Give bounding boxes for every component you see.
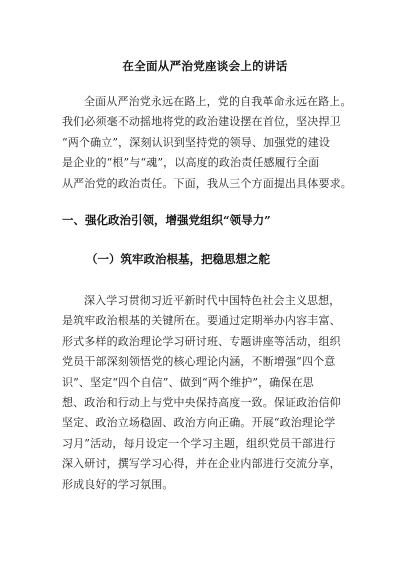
paragraph-line: 形成良好的学习氛围。 [62, 477, 174, 491]
paragraph-line: 从严治党的政治责任。下面，我从三个方面提出具体要求。 [62, 176, 352, 190]
document-title: 在全面从严治党座谈会上的讲话 [122, 59, 288, 73]
paragraph-line: 深入学习贯彻习近平新时代中国特色社会主义思想， [84, 294, 341, 307]
paragraph-line: “两个确立”，深刻认识到坚持党的领导、加强党的建设 [62, 135, 330, 149]
intro-paragraph [62, 92, 358, 194]
paragraph-line: 坚定、政治立场稳固、政治方向正确。开展“政治理论学 [62, 416, 336, 430]
subsection-heading: （一）筑牢政治根基，把稳思想之舵 [86, 252, 270, 266]
paragraph-line: 我们必须毫不动摇地将党的政治建设摆在首位，坚决捍卫 [62, 115, 341, 129]
paragraph-line: 深入研讨，撰写学习心得，并在企业内部进行交流分享， [62, 457, 341, 471]
paragraph-line: 识”、坚定“四个自信”、做到“两个维护”，确保在思 [62, 375, 314, 389]
paragraph-line: 习月”活动，每月设定一个学习主题，组织党员干部进行 [62, 436, 336, 450]
section-heading: 一、强化政治引领，增强党组织“领导力” [62, 213, 271, 227]
paragraph-line: 想、政治和行动上与党中央保持高度一致。保证政治信仰 [62, 396, 341, 410]
body-paragraph [62, 291, 358, 495]
paragraph-line: 是企业的“根”与“魂”，以高度的政治责任感履行全面 [62, 156, 320, 170]
paragraph-line: 形式多样的政治理论学习研讨班、专题讲座等活动，组织 [62, 334, 341, 348]
paragraph-line: 是筑牢政治根基的关键所在。要通过定期举办内容丰富、 [62, 314, 341, 328]
paragraph-line: 党员干部深刻领悟党的核心理论内涵，不断增强“四个意 [62, 355, 336, 369]
paragraph-line: 全面从严治党永远在路上，党的自我革命永远在路上。 [84, 95, 352, 108]
